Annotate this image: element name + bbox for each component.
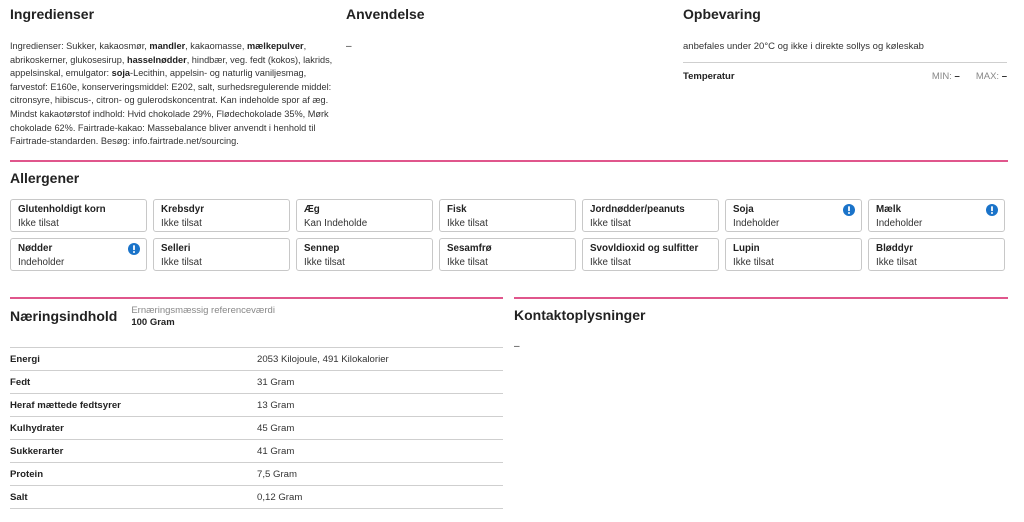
nutrition-title: Næringsindhold [10, 308, 118, 324]
temperature-min [932, 71, 960, 82]
nutrition-row [10, 463, 503, 486]
ingredients-segment: -Lecithin, appelsin- og naturlig vaniljesmag, farvestof: E160e, konserveringsmiddel: E202, salt, surhedsregulerende middel: citronsyre, hibiscus-, citron- og gulerodskoncentrat. Kan indeholde spor af æg. Mindst kakaotørstof indhold: Hvid chokolade 29%, Flødechokolade 35%, Mørk chokolade 62%. Fairtrade-kakao: Massebalance bliver anvendt i henhold til Fairtrade-standarden. Besøg: info.fairtrade.net/sourcing. [10, 68, 332, 147]
contact-value: – [514, 341, 520, 352]
ingredients-segment: , abrikoskerner, glukosesirup, [10, 41, 307, 65]
allergen-status: Ikke tilsat [161, 257, 202, 268]
allergen-name: Jordnødder/peanuts [590, 204, 685, 215]
allergen-card [153, 199, 290, 232]
info-icon[interactable] [128, 243, 140, 255]
allergen-status: Ikke tilsat [876, 257, 917, 268]
allergen-status: Ikke tilsat [590, 218, 631, 229]
allergen-name: Mælk [876, 204, 902, 215]
ingredients-segment: , hindbær, veg. fedt (kokos), lakrids, appelsinskal, emulgator: [10, 54, 333, 79]
allergen-highlight: mandler [149, 41, 186, 51]
nutrition-table [10, 347, 503, 509]
allergens-section [10, 170, 1008, 186]
allergen-highlight: hasselnødder [126, 54, 187, 65]
allergen-card [439, 199, 576, 232]
allergen-name: Krebsdyr [161, 204, 205, 215]
contact-divider [514, 297, 1008, 299]
temperature-max-label: MAX: [975, 71, 1000, 82]
allergen-name: Æg [304, 204, 320, 215]
allergen-name: Nødder [18, 243, 53, 254]
nutrition-label: Sukkerarter [10, 440, 257, 463]
storage-section [683, 6, 1007, 82]
ingredients-text [10, 40, 335, 149]
allergen-card [582, 199, 719, 232]
allergen-name: Sesamfrø [447, 243, 492, 254]
nutrition-value: 31 Gram [257, 371, 503, 394]
allergen-status: Ikke tilsat [161, 218, 202, 229]
allergen-status: Ikke tilsat [590, 257, 631, 268]
temperature-max-value: – [1001, 71, 1007, 82]
allergen-card [725, 238, 862, 271]
allergen-name: Fisk [447, 204, 467, 215]
allergen-status: Indeholder [876, 218, 923, 229]
temperature-min-value: – [954, 71, 960, 82]
usage-section [346, 6, 666, 52]
allergen-card [439, 238, 576, 271]
nutrition-row [10, 371, 503, 394]
usage-value: – [346, 41, 352, 52]
reference-label: Ernæringsmæssig referenceværdi [131, 305, 275, 316]
allergen-highlight: soja [111, 68, 131, 79]
temperature-row [683, 71, 1007, 82]
allergen-name: Sennep [304, 243, 340, 254]
allergen-name: Svovldioxid og sulfitter [590, 243, 699, 254]
allergen-highlight: mælkepulver [246, 41, 304, 51]
nutrition-reference [131, 305, 275, 328]
storage-title: Opbevaring [683, 6, 761, 22]
allergens-divider [10, 160, 1008, 162]
allergen-status: Indeholder [733, 218, 780, 229]
temperature-min-label: MIN: [931, 71, 952, 82]
nutrition-label: Protein [10, 463, 257, 486]
nutrition-row [10, 348, 503, 371]
nutrition-label: Energi [10, 348, 257, 371]
allergen-name: Glutenholdigt korn [18, 204, 106, 215]
nutrition-row [10, 440, 503, 463]
ingredients-title: Ingredienser [10, 6, 95, 22]
nutrition-value: 7,5 Gram [257, 463, 503, 486]
allergen-status: Indeholder [18, 257, 65, 268]
info-icon[interactable] [986, 204, 998, 216]
allergen-status: Ikke tilsat [447, 218, 488, 229]
info-icon[interactable] [843, 204, 855, 216]
nutrition-value: 13 Gram [257, 394, 503, 417]
allergen-card [10, 238, 147, 271]
allergen-card [296, 199, 433, 232]
nutrition-label: Heraf mættede fedtsyrer [10, 394, 257, 417]
nutrition-value: 45 Gram [257, 417, 503, 440]
nutrition-divider [10, 297, 503, 299]
allergen-name: Selleri [161, 243, 191, 254]
storage-divider [683, 62, 1007, 63]
allergen-status: Ikke tilsat [18, 218, 59, 229]
ingredients-segment: Ingredienser: Sukker, kakaosmør, [10, 41, 150, 51]
temperature-max [976, 71, 1007, 82]
usage-title: Anvendelse [346, 6, 425, 22]
nutrition-row [10, 486, 503, 509]
allergen-name: Lupin [733, 243, 760, 254]
nutrition-label: Kulhydrater [10, 417, 257, 440]
allergens-title: Allergener [10, 170, 80, 186]
allergen-status: Ikke tilsat [733, 257, 774, 268]
allergens-grid [10, 199, 1008, 271]
nutrition-value: 0,12 Gram [257, 486, 503, 509]
reference-value: 100 Gram [131, 317, 175, 328]
nutrition-label: Salt [10, 486, 257, 509]
allergen-status: Kan Indeholde [304, 218, 368, 229]
nutrition-section [10, 305, 503, 328]
allergen-name: Bløddyr [876, 243, 914, 254]
contact-title: Kontaktoplysninger [514, 307, 646, 323]
allergen-card [868, 238, 1005, 271]
nutrition-value: 2053 Kilojoule, 491 Kilokalorier [257, 348, 503, 371]
nutrition-row [10, 417, 503, 440]
allergen-name: Soja [733, 204, 754, 215]
ingredients-section [10, 6, 335, 149]
allergen-card [725, 199, 862, 232]
allergen-status: Ikke tilsat [447, 257, 488, 268]
allergen-card [10, 199, 147, 232]
temperature-label: Temperatur [683, 71, 735, 82]
nutrition-value: 41 Gram [257, 440, 503, 463]
allergen-card [868, 199, 1005, 232]
allergen-card [582, 238, 719, 271]
nutrition-label: Fedt [10, 371, 257, 394]
allergen-status: Ikke tilsat [304, 257, 345, 268]
allergen-card [153, 238, 290, 271]
storage-text: anbefales under 20°C og ikke i direkte sollys og køleskab [683, 41, 924, 52]
allergen-card [296, 238, 433, 271]
nutrition-row [10, 394, 503, 417]
contact-section [514, 307, 1008, 352]
ingredients-segment: , kakaomasse, [185, 41, 247, 51]
